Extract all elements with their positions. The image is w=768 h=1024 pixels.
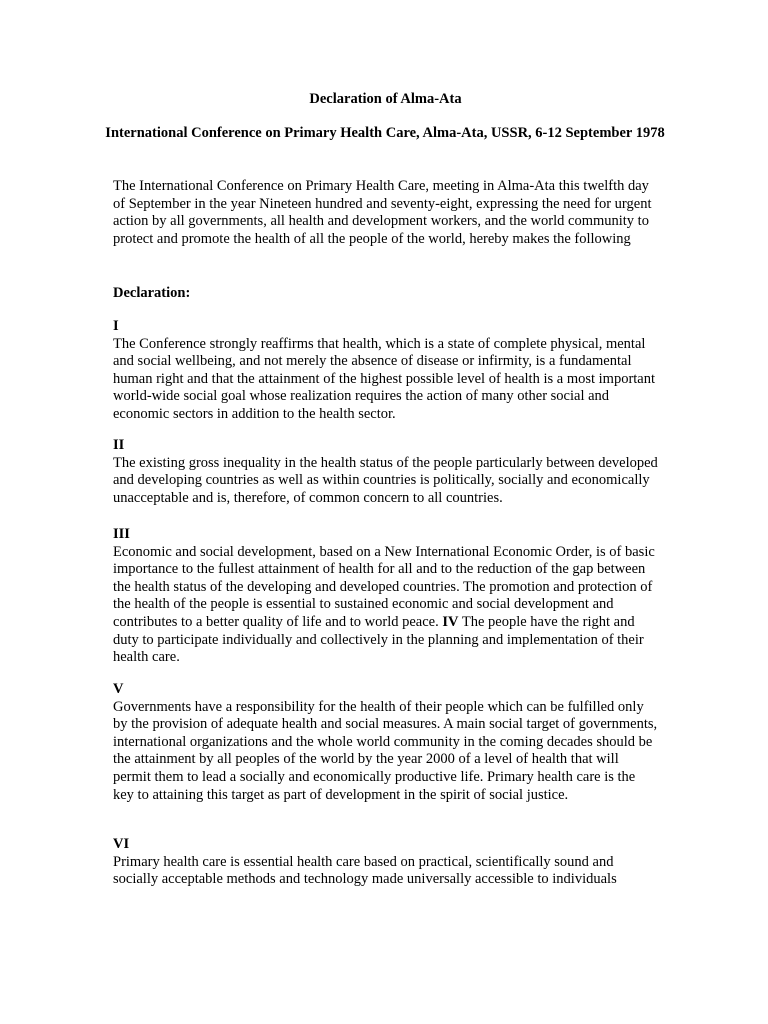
section-numeral: V (113, 681, 124, 697)
section-vi (113, 836, 658, 889)
section-i (113, 318, 658, 424)
document-subtitle: International Conference on Primary Health Care, Alma-Ata, USSR, 6-12 September 1978 (105, 125, 665, 141)
section-text: The Conference strongly reaffirms that health, which is a state of complete physical, mental and social wellbeing, and not merely the absence of disease or infirmity, is a fundamental human right and that the attainment of the highest possible level of health is a most important world-wide social goal whose realization requires the action of many other social and economic sectors in addition to the health sector. (113, 335, 656, 422)
section-numeral: II (113, 437, 125, 453)
section-numeral: I (113, 318, 119, 334)
declaration-heading: Declaration: (113, 285, 191, 301)
section-iii (113, 526, 658, 667)
section-text: Economic and social development, based on a New International Economic Order, is of basic importance to the fullest attainment of health for all and to the reduction of the gap between the health status of the developing and developed countries. The promotion and protection of the health of the people is essential to sustained economic and social development and contributes to a better quality of life and to world peace. (113, 543, 655, 630)
section-text: Primary health care is essential health care based on practical, scientifically sound and socially acceptable methods and technology made universally accessible to individuals (113, 853, 617, 888)
section-ii (113, 437, 658, 507)
section-iv-numeral: IV (442, 613, 459, 630)
section-numeral: VI (113, 836, 130, 852)
section-iv-text: The people have the right and duty to participate individually and collectively in the planning and implementation of their health care. (113, 613, 644, 666)
intro-paragraph: The International Conference on Primary Health Care, meeting in Alma-Ata this twelfth day of September in the year Nineteen hundred and seventy-eight, expressing the need for urgent action by all governments, all health and development workers, and the world community to protect and promote the health of all the people of the world, hereby makes the following (113, 178, 652, 247)
section-text: Governments have a responsibility for the health of their people which can be fulfilled only by the provision of adequate health and social measures. A main social target of governments, international organizations and the whole world community in the coming decades should be the attainment by all peoples of the world by the year 2000 of a level of health that will permit them to lead a socially and economically productive life. Primary health care is the key to attaining this target as part of development in the spirit of social justice. (113, 698, 658, 803)
document-title: Declaration of Alma-Ata (309, 91, 462, 107)
section-numeral: III (113, 526, 130, 542)
section-v (113, 681, 658, 804)
section-text-with-inline-section (113, 544, 658, 667)
section-text: The existing gross inequality in the health status of the people particularly between developed and developing countries as well as within countries is politically, socially and economically unacceptable and is, therefore, of common concern to all countries. (113, 454, 658, 506)
